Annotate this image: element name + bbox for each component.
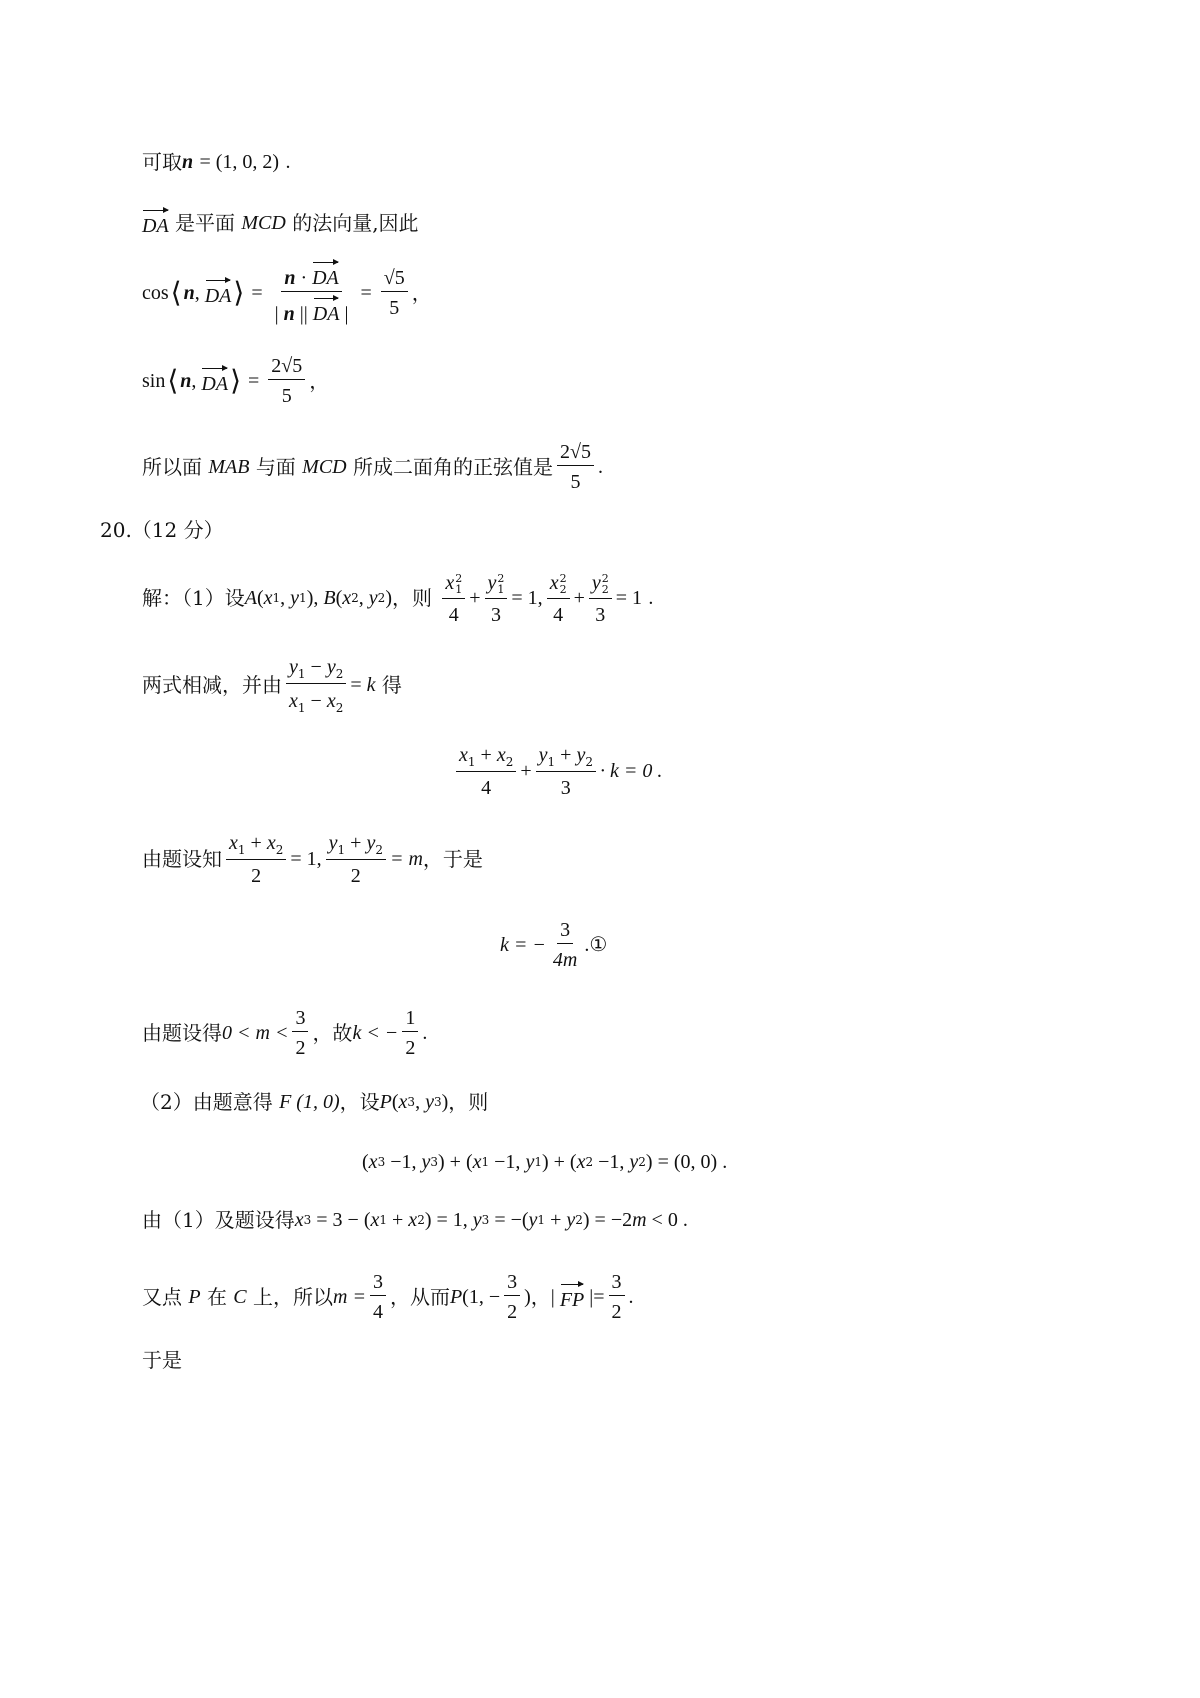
vector-sum-equation: ( x 3 −1, y 3 ) + ( x 1 −1, y 1 ) + ( x 2 −1, y 2 ) = (0, 0) . — [362, 1151, 728, 1173]
problem-label: 20.（12 分） — [100, 518, 224, 542]
fraction-result — [268, 356, 305, 406]
numerator: 3 — [504, 1272, 520, 1296]
point-p-line: 又点 P 在 C 上，所以 m = $\frac{3}{4}$ ，从而 P (1, − $\frac{3}{2}$ ) ， | FP | = $\frac{3}{2}$ . — [142, 1271, 634, 1323]
text: 得 — [381, 673, 402, 697]
numerator: 2√5 — [268, 356, 305, 380]
numerator: √5 — [381, 268, 408, 292]
fraction-slope: $\frac{y_1 - y_2}{x_1 - x_2}$ — [286, 656, 346, 714]
fraction-one-half — [402, 1008, 418, 1058]
equation-tail: · k = 0 . — [599, 760, 663, 782]
line-da-normal — [142, 210, 419, 236]
vector-da: DA — [201, 368, 228, 394]
denominator: 5 — [281, 385, 292, 407]
text: 在 — [206, 1285, 227, 1309]
solution-part1-line: 解：（1）设 A ( x 1 , y 1 ), B ( x 2 , y 2 ) ，则 x 2 1 4 + y 2 1 3 = 1, x 2 2 4 + y 2 2 3 = 1 . — [142, 571, 654, 626]
text: ，从而 — [389, 1285, 450, 1309]
prefix-text: 可取 — [142, 150, 182, 174]
centered-equation-sum: $\frac{x_1 + x_2}{4}$ + $\frac{y_1 + y_2}{3}$ · k = 0 . — [452, 744, 662, 798]
part2-line: （2）由题意得 F (1, 0) ，设 P ( x 3 , y 3 ) ，则 — [140, 1090, 489, 1114]
period: . — [285, 151, 291, 173]
denominator: 2 — [350, 865, 361, 887]
denominator: 4m — [552, 949, 578, 971]
text: 所以面 — [142, 455, 202, 479]
symbol-n: n — [182, 151, 194, 173]
denominator: 2 — [251, 865, 262, 887]
equation-mark: .① — [584, 934, 608, 956]
equals-one: = 1 — [615, 587, 643, 610]
plane-mab: MAB — [208, 456, 250, 478]
vector-da: DA — [205, 280, 232, 306]
fraction-x2sq: x 2 2 4 — [547, 572, 570, 625]
denominator: 4 — [553, 603, 564, 626]
equals: = — [593, 1286, 605, 1308]
text: 由题设知 — [142, 847, 222, 871]
text: 解：（1）设 — [142, 586, 245, 611]
equals-one: = 1, — [290, 848, 322, 870]
point-p: P — [188, 1286, 201, 1308]
denominator: 2 — [611, 1301, 622, 1323]
text: ，则 — [391, 586, 432, 611]
period: . — [597, 456, 603, 478]
right-angle: ⟩ — [230, 364, 242, 397]
denominator: 2 — [507, 1301, 518, 1323]
fraction-xsum: $\frac{x_1 + x_2}{4}$ — [456, 744, 516, 798]
k-range: k < − — [352, 1022, 399, 1044]
left-angle: ⟨ — [170, 276, 182, 309]
fraction-x1sq: x 2 1 4 — [442, 572, 465, 625]
text: 所成二面角的正弦值是 — [352, 455, 553, 479]
numerator: 2√5 — [557, 442, 594, 466]
text: 与面 — [255, 455, 296, 479]
denominator: 2 — [405, 1037, 416, 1059]
vector-da: DA — [313, 298, 340, 324]
derived-coordinates-line: 由（1）及题设得 x 3 = 3 − ( x 1 + x 2 ) = 1, y 3 = −( y 1 + y 2 ) = −2 m < 0 . — [142, 1208, 688, 1232]
period: . — [648, 587, 654, 610]
left-angle: ⟨ — [167, 364, 179, 397]
period: . — [628, 1286, 634, 1308]
right-angle: ⟩ — [233, 276, 245, 309]
final-line — [142, 1350, 182, 1370]
equals-one: = 1, — [511, 587, 543, 610]
text: 的法向量,因此 — [292, 211, 419, 235]
vector-da: DA — [312, 262, 339, 288]
denominator: 4 — [372, 1301, 383, 1323]
numerator: 3 — [557, 920, 573, 944]
text: ， — [530, 1285, 551, 1309]
text: 于是 — [142, 1348, 182, 1372]
given-midpoint-line — [142, 832, 483, 886]
fn-cos: cos — [142, 282, 169, 304]
line-normal-vector — [142, 152, 290, 172]
comma: ， — [411, 281, 432, 305]
period: . — [682, 1209, 688, 1231]
denominator: 3 — [490, 603, 501, 626]
text: ，则 — [448, 1090, 489, 1114]
denominator: 3 — [560, 777, 571, 799]
problem-header — [100, 520, 224, 540]
m-equals: m = — [333, 1286, 366, 1308]
plane-mcd: MCD — [241, 212, 286, 234]
numerator: 3 — [370, 1272, 386, 1296]
k-lhs: k = − — [500, 934, 546, 956]
focus-point: F (1, 0) — [279, 1091, 340, 1113]
comma: ， — [309, 369, 330, 393]
period: . — [422, 1022, 428, 1044]
fraction-result — [381, 268, 408, 318]
numerator: 1 — [402, 1008, 418, 1032]
vector-value: = (1, 0, 2) — [199, 151, 280, 173]
fraction-ymid: $\frac{y_1 + y_2}{2}$ — [326, 832, 386, 886]
equation-rhs: = (0, 0) . — [657, 1151, 728, 1173]
fn-sin: sin — [142, 370, 166, 392]
curve-c: C — [233, 1286, 247, 1308]
vector-da: DA — [142, 210, 169, 236]
text: 两式相减，并由 — [142, 673, 282, 697]
fraction-ysum: $\frac{y_1 + y_2}{3}$ — [536, 744, 596, 798]
text: ，故 — [312, 1021, 353, 1045]
denominator: 3 — [595, 603, 606, 626]
fraction-xmid: $\frac{x_1 + x_2}{2}$ — [226, 832, 286, 886]
numerator: 3 — [609, 1272, 625, 1296]
fraction-y2sq: y 2 2 3 — [589, 572, 612, 625]
denominator: 4 — [481, 777, 492, 799]
conclusion-line — [142, 442, 603, 492]
symbol-n: n — [180, 370, 192, 392]
numerator: 3 — [292, 1008, 308, 1032]
fraction-three-quarters — [370, 1272, 386, 1322]
fraction-three-halves — [609, 1272, 625, 1322]
text: 又点 — [142, 1285, 182, 1309]
text: （2）由题意得 — [140, 1090, 273, 1114]
symbol-n: n — [183, 282, 195, 304]
text: 上，所以 — [253, 1285, 333, 1309]
fraction-k — [550, 920, 580, 970]
denominator: 4 — [448, 603, 459, 626]
text: 是平面 — [175, 211, 236, 235]
text: ，设 — [339, 1090, 380, 1114]
text: 由题设得 — [142, 1021, 222, 1045]
text: 由（1）及题设得 — [142, 1208, 295, 1232]
range-line — [142, 1008, 427, 1058]
equals-m: = m — [389, 848, 423, 870]
vector-fp: FP — [560, 1284, 584, 1310]
fraction-y1sq: y 2 1 3 — [485, 572, 508, 625]
fraction-result — [557, 442, 594, 492]
m-range: 0 < m < — [222, 1022, 289, 1044]
sin-equation: sin ⟨ n , DA ⟩ = $\frac{2√5}{5}$ ， — [142, 355, 330, 407]
denominator: 5 — [389, 297, 400, 319]
denominator: 5 — [570, 471, 581, 493]
fraction-three-halves — [504, 1272, 520, 1322]
text: ，于是 — [422, 847, 483, 871]
k-equation — [500, 920, 607, 970]
plane-mcd: MCD — [302, 456, 347, 478]
fraction-dot-product: $\frac{n \cdot DA}{| n || DA |}$ — [272, 262, 352, 324]
subtract-line: 两式相减，并由 $\frac{y_1 - y_2}{x_1 - x_2}$ = k 得 — [142, 656, 402, 715]
denominator: 2 — [295, 1037, 306, 1059]
cos-equation: cos ⟨ n , DA ⟩ = $\frac{n \cdot DA}{| n || DA |}$ = $\frac{√5}{5}$ ， — [142, 262, 432, 324]
fraction-three-halves — [292, 1008, 308, 1058]
